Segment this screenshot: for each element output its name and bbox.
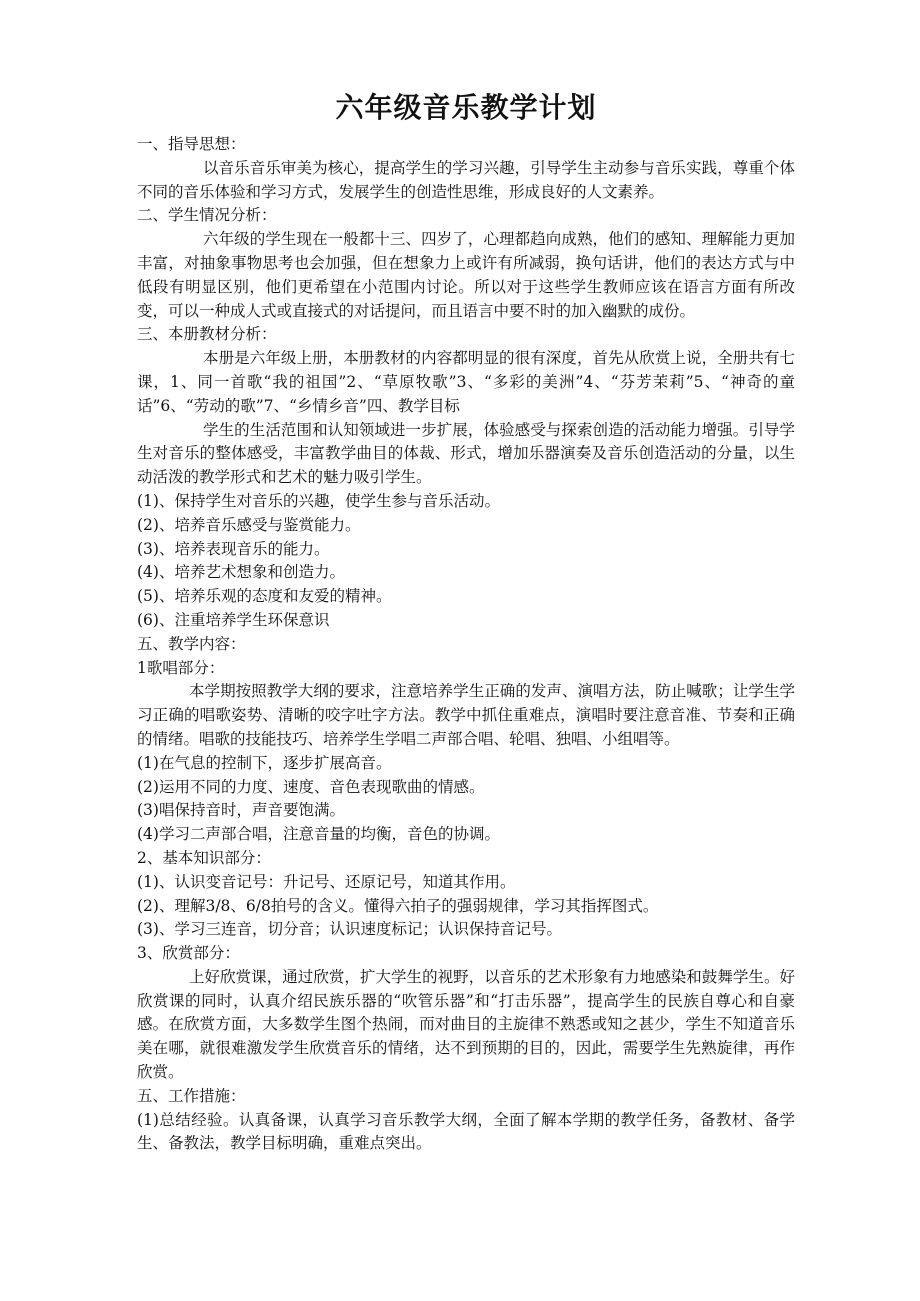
section-heading-guiding-thought: 一、指导思想： (137, 135, 246, 153)
page-title: 六年级音乐教学计划 (335, 91, 597, 124)
section-heading-work-measures: 五、工作措施： (137, 1086, 246, 1105)
goal-item: (5)、培养乐观的态度和友爱的精神。 (137, 587, 392, 606)
subheading-appreciation: 3、欣赏部分： (137, 944, 240, 963)
singing-item: (1)在气息的控制下，逐步扩展高音。 (137, 753, 392, 772)
document-page (137, 88, 795, 1156)
paragraph-singing: 本学期按照教学大纲的要求，注意培养学生正确的发声、演唱方法，防止喊歌；让学生学习正确的唱歌姿势、清晰的咬字吐字方法。教学中抓住重难点，演唱时要注意音准、节奏和正确的情绪。唱歌的技能技巧、培养学生学唱二声部合唱、轮唱、独唱、小组唱等。 (137, 682, 795, 748)
singing-item: (3)唱保持音时，声音要饱满。 (137, 801, 345, 820)
section-heading-textbook-analysis: 三、本册教材分析： (137, 325, 277, 344)
paragraph-appreciation: 上好欣赏课，通过欣赏，扩大学生的视野，以音乐的艺术形象有力地感染和鼓舞学生。好欣赏课的同时，认真介绍民族乐器的“吹管乐器”和“打击乐器”，提高学生的民族自尊心和自豪感。在欣赏方面，大多数学生图个热闹，而对曲目的主旋律不熟悉或知之甚少，学生不知道音乐美在哪，就很难激发学生欣赏音乐的情绪，达不到预期的目的，因此，需要学生先熟旋律，再作欣赏。 (137, 967, 795, 1082)
subheading-singing: 1歌唱部分： (137, 658, 225, 677)
singing-item: (4)学习二声部合唱，注意音量的均衡，音色的协调。 (137, 825, 500, 844)
paragraph-guiding-thought: 以音乐音乐审美为核心，提高学生的学习兴趣，引导学生主动参与音乐实践，尊重个体不同的音乐体验和学习方式，发展学生的创造性思维，形成良好的人文素养。 (137, 158, 795, 201)
goal-item: (2)、培养音乐感受与鉴赏能力。 (137, 515, 361, 534)
goal-item: (4)、培养艺术想象和创造力。 (137, 563, 345, 582)
paragraph-textbook-analysis: 本册是六年级上册，本册教材的内容都明显的很有深度，首先从欣赏上说，全册共有七课，1、同一首歌“我的祖国”2、“草原牧歌”3、“多彩的美洲”4、“芬芳茉莉”5、“神奇的童话”6、“劳动的歌”7、“乡情乡音”四、教学目标 (137, 349, 795, 415)
goal-item: (1)、保持学生对音乐的兴趣，使学生参与音乐活动。 (137, 491, 500, 510)
subheading-basic-knowledge: 2、基本知识部分： (137, 848, 271, 867)
section-heading-teaching-content: 五、教学内容： (137, 634, 246, 653)
knowledge-item: (2)、理解3/8、6/8拍号的含义。懂得六拍子的强弱规律，学习其指挥图式。 (137, 896, 659, 915)
paragraph-teaching-goals: 学生的生活范围和认知领域进一步扩展，体验感受与探索创造的活动能力增强。引导学生对音乐的整体感受，丰富教学曲目的体裁、形式，增加乐器演奏及音乐创造活动的分量，以生动活泼的教学形式和艺术的魅力吸引学生。 (137, 420, 795, 487)
paragraph-student-analysis: 六年级的学生现在一般都十三、四岁了，心理都趋向成熟，他们的感知、理解能力更加丰富，对抽象事物思考也会加强，但在想象力上或许有所减弱，换句话讲，他们的表达方式与中低段有明显区别，他们更希望在小范围内讨论。所以对于这些学生教师应该在语言方面有所改变，可以一种成人式或直接式的对话提问，而且语言中要不时的加入幽默的成份。 (137, 230, 795, 320)
singing-item: (2)运用不同的力度、速度、音色表现歌曲的情感。 (137, 777, 485, 796)
paragraph-work-measures: (1)总结经验。认真备课，认真学习音乐教学大纲，全面了解本学期的教学任务，备教材、备学生、备教法，教学目标明确，重难点突出。 (137, 1110, 795, 1153)
knowledge-item: (1)、认识变音记号：升记号、还原记号，知道其作用。 (137, 872, 516, 891)
goal-item: (6)、注重培养学生环保意识 (137, 610, 330, 629)
section-heading-student-analysis: 二、学生情况分析： (137, 206, 277, 225)
knowledge-item: (3)、学习三连音，切分音；认识速度标记；认识保持音记号。 (137, 920, 562, 939)
goal-item: (3)、培养表现音乐的能力。 (137, 539, 330, 558)
